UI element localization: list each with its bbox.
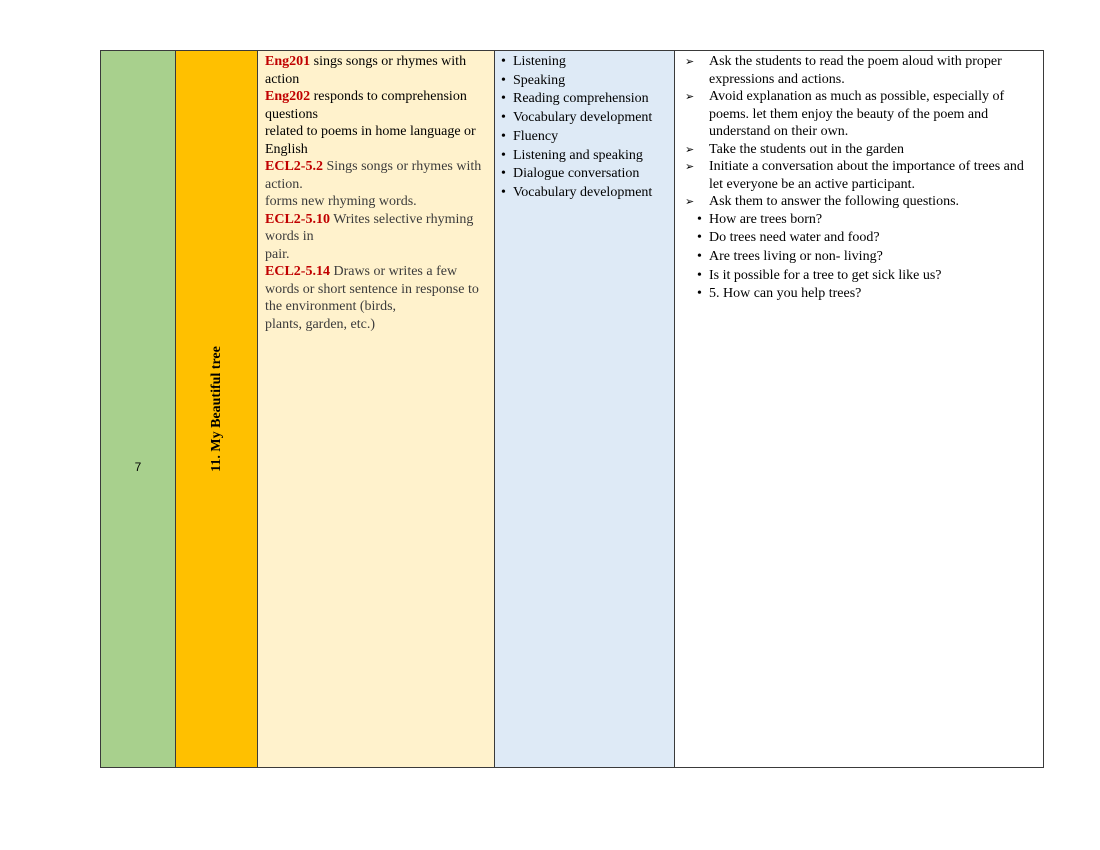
skill-item: • Fluency [501, 128, 670, 147]
lesson-title: 11. My Beautiful tree [208, 346, 224, 472]
skills-cell [495, 51, 675, 767]
activity-item [685, 53, 1035, 88]
activities-cell [675, 51, 1043, 767]
skill-item: • Reading comprehension [501, 90, 670, 109]
outcome-text: Draws or writes a few words or short sentence in response to the environment (birds, [265, 264, 479, 314]
arrow-bullet-icon: ➢ [685, 90, 695, 103]
activity-text: Take the students out in the garden [709, 141, 904, 157]
outcome-line [265, 263, 490, 316]
outcome-line: plants, garden, etc.) [265, 316, 376, 332]
outcome-line: forms new rhyming words. [265, 194, 417, 209]
outcome-code: ECL2-5.14 [265, 264, 330, 279]
question-item: • 5. How can you help trees? [697, 285, 1035, 304]
outcome-text: sings songs or rhymes with action [265, 54, 467, 87]
question-item: • How are trees born? [697, 211, 1035, 230]
outcome-line: pair. [265, 246, 290, 262]
question-item: • Is it possible for a tree to get sick like us? [697, 267, 1035, 286]
activity-text: Initiate a conversation about the importance of trees and let everyone be an active participant. [709, 159, 1024, 192]
outcome-text: responds to comprehension questions [265, 89, 467, 122]
outcome-line [265, 158, 490, 193]
lesson-title-cell [176, 51, 258, 767]
activities-list [685, 53, 1035, 211]
skill-item: • Listening and speaking [501, 147, 670, 166]
arrow-bullet-icon: ➢ [685, 195, 695, 208]
skill-item: • Dialogue conversation [501, 165, 670, 184]
outcome-line [265, 88, 490, 123]
activity-text: Ask them to answer the following questions. [709, 194, 960, 209]
skills-list [501, 53, 670, 203]
week-number: 7 [134, 460, 142, 474]
skill-item: • Listening [501, 53, 670, 72]
arrow-bullet-icon: ➢ [685, 160, 695, 173]
activity-item [685, 88, 1035, 141]
outcome-code: Eng201 [265, 54, 311, 69]
arrow-bullet-icon: ➢ [685, 55, 695, 68]
learning-outcomes-cell [258, 51, 495, 767]
skill-item: • Vocabulary development [501, 109, 670, 128]
learning-outcomes [265, 53, 490, 333]
week-cell [101, 51, 176, 767]
skill-item: • Vocabulary development [501, 184, 670, 203]
outcome-code: ECL2-5.2 [265, 159, 323, 174]
arrow-bullet-icon: ➢ [685, 142, 695, 156]
questions-list [685, 211, 1035, 305]
question-item: • Do trees need water and food? [697, 229, 1035, 248]
activity-item [685, 158, 1035, 193]
outcome-code: Eng202 [265, 89, 311, 104]
activity-item [685, 193, 1035, 211]
lesson-plan-table [100, 50, 1044, 768]
question-item: • Are trees living or non- living? [697, 248, 1035, 267]
outcome-text: Sings songs or rhymes with action. [265, 159, 482, 192]
activity-text: Avoid explanation as much as possible, especially of poems. let them enjoy the beauty of the poem and understand on their own. [709, 89, 1005, 139]
outcome-line [265, 53, 490, 88]
activity-item [685, 141, 1035, 159]
skill-item: • Speaking [501, 72, 670, 91]
outcome-code: ECL2-5.10 [265, 211, 330, 227]
outcome-text: Writes selective rhyming words in [265, 211, 474, 244]
outcome-line: related to poems in home language or English [265, 124, 476, 157]
outcome-line [265, 211, 490, 246]
activity-text: Ask the students to read the poem aloud with proper expressions and actions. [709, 54, 1002, 87]
